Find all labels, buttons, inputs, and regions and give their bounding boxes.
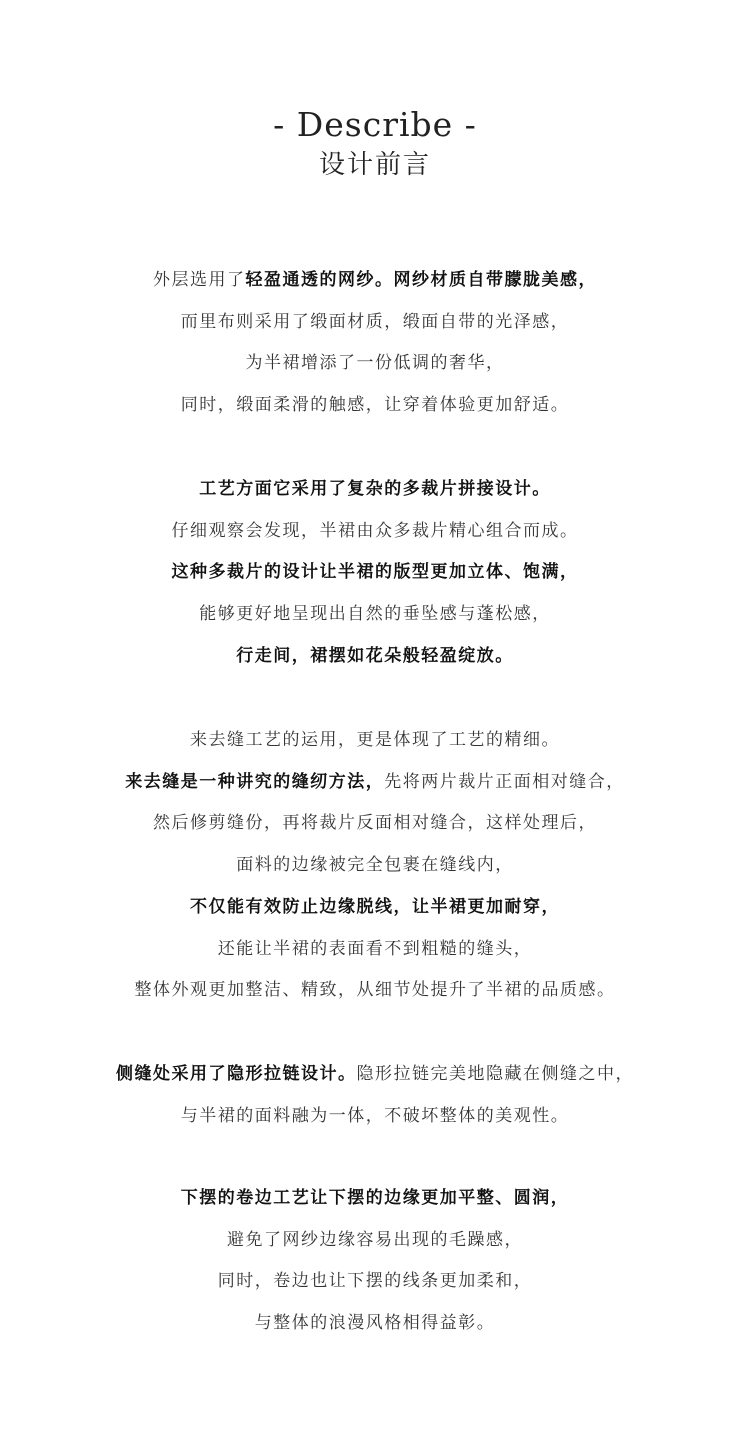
- bold-text: 这种多裁片的设计让半裙的版型更加立体、饱满，: [171, 562, 579, 583]
- text-line: [0, 602, 750, 626]
- regular-text: 先将两片裁片正面相对缝合，: [384, 771, 625, 792]
- text-line: [0, 1311, 750, 1335]
- heading-chinese: 设计前言: [318, 150, 431, 180]
- text-line: [0, 477, 750, 501]
- regular-text: 避免了网纱边缘容易出现的毛躁感，: [227, 1229, 523, 1250]
- text-line: [0, 560, 750, 584]
- regular-text: 来去缝工艺的运用，更是体现了工艺的精细。: [190, 730, 560, 750]
- bold-text: 来去缝是一种讲究的缝纫方法，: [125, 771, 385, 792]
- text-line: [0, 519, 750, 543]
- heading-english: - Describe -: [273, 105, 477, 144]
- bold-text: 工艺方面它采用了复杂的多裁片拼接设计。: [199, 479, 551, 499]
- text-line: [0, 937, 750, 961]
- text-line: [0, 853, 750, 877]
- regular-text: 隐形拉链完美地隐藏在侧缝之中，: [356, 1064, 634, 1084]
- regular-text: 为半裙增添了一份低调的奢华，: [245, 353, 505, 374]
- bold-text: 侧缝处采用了隐形拉链设计。: [116, 1064, 357, 1084]
- text-line: [0, 268, 750, 292]
- text-line: [0, 1228, 750, 1252]
- text-line: [0, 310, 750, 334]
- regular-text: 面料的边缘被完全包裹在缝线内，: [236, 855, 514, 876]
- regular-text: 同时，缎面柔滑的触感，让穿着体验更加舒适。: [180, 395, 570, 416]
- regular-text: 与半裙的面料融为一体，不破坏整体的美观性。: [180, 1105, 570, 1126]
- regular-text: 仔细观察会发现，半裙由众多裁片精心组合而成。: [171, 520, 579, 541]
- text-line: [0, 811, 750, 835]
- regular-text: 还能让半裙的表面看不到粗糙的缝头，: [217, 938, 533, 959]
- regular-text: 整体外观更加整洁、精致，从细节处提升了半裙的品质感。: [134, 980, 616, 1001]
- regular-text: 同时，卷边也让下摆的线条更加柔和，: [217, 1271, 533, 1292]
- regular-text: 而里布则采用了缎面材质，缎面自带的光泽感，: [180, 311, 570, 332]
- regular-text: 能够更好地呈现出自然的垂坠感与蓬松感，: [199, 604, 551, 625]
- bold-text: 行走间，裙摆如花朵般轻盈绽放。: [236, 645, 514, 666]
- text-line: [0, 728, 750, 752]
- text-line: [0, 895, 750, 919]
- text-line: [0, 393, 750, 417]
- text-line: [0, 1186, 750, 1210]
- regular-text: 然后修剪缝份，再将裁片反面相对缝合，这样处理后，: [153, 813, 597, 834]
- text-line: [0, 1269, 750, 1293]
- regular-text: 外层选用了: [153, 270, 246, 290]
- text-line: [0, 644, 750, 668]
- bold-text: 轻盈通透的网纱。网纱材质自带朦胧美感，: [245, 270, 597, 290]
- text-line: [0, 978, 750, 1002]
- text-line: [0, 1062, 750, 1086]
- text-line: [0, 770, 750, 794]
- bold-text: 不仅能有效防止边缘脱线，让半裙更加耐穿，: [190, 896, 560, 917]
- text-line: [0, 1104, 750, 1128]
- bold-text: 下摆的卷边工艺让下摆的边缘更加平整、圆润，: [180, 1188, 570, 1208]
- regular-text: 与整体的浪漫风格相得益彰。: [254, 1313, 496, 1334]
- text-line: [0, 351, 750, 375]
